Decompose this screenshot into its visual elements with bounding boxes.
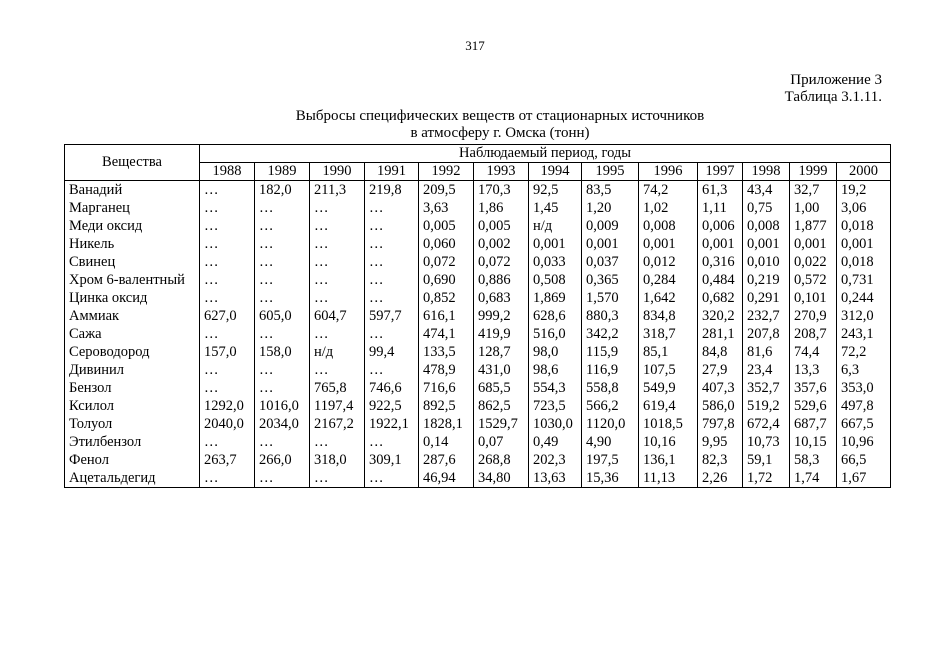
value-cell: 605,0	[255, 307, 310, 325]
value-cell: 287,6	[419, 451, 474, 469]
table-row	[65, 415, 891, 433]
table-row	[65, 217, 891, 235]
value-cell: 0,886	[474, 271, 529, 289]
substance-name: Бензол	[65, 379, 200, 397]
value-cell: 34,80	[474, 469, 529, 488]
value-cell: 1292,0	[200, 397, 255, 415]
value-cell: 0,291	[743, 289, 790, 307]
value-cell: 0,022	[790, 253, 837, 271]
value-cell: …	[365, 217, 419, 235]
value-cell: 74,4	[790, 343, 837, 361]
value-cell: …	[365, 271, 419, 289]
value-cell: 342,2	[582, 325, 639, 343]
table-row	[65, 253, 891, 271]
table-row	[65, 343, 891, 361]
value-cell: 0,219	[743, 271, 790, 289]
year-header: 1992	[419, 163, 474, 181]
period-header: Наблюдаемый период, годы	[200, 145, 891, 163]
value-cell: 797,8	[698, 415, 743, 433]
value-cell: 723,5	[529, 397, 582, 415]
value-cell: …	[310, 271, 365, 289]
value-cell: …	[365, 235, 419, 253]
value-cell: 516,0	[529, 325, 582, 343]
value-cell: 627,0	[200, 307, 255, 325]
value-cell: 0,010	[743, 253, 790, 271]
value-cell: 98,0	[529, 343, 582, 361]
value-cell: …	[200, 271, 255, 289]
value-cell: 1197,4	[310, 397, 365, 415]
value-cell: 92,5	[529, 181, 582, 200]
value-cell: 0,484	[698, 271, 743, 289]
value-cell: 0,060	[419, 235, 474, 253]
value-cell: 474,1	[419, 325, 474, 343]
value-cell: 13,63	[529, 469, 582, 488]
value-cell: 0,690	[419, 271, 474, 289]
substance-name: Свинец	[65, 253, 200, 271]
value-cell: 1030,0	[529, 415, 582, 433]
substance-name: Аммиак	[65, 307, 200, 325]
value-cell: …	[310, 361, 365, 379]
substance-name: Этилбензол	[65, 433, 200, 451]
value-cell: …	[255, 199, 310, 217]
value-cell: 1,570	[582, 289, 639, 307]
value-cell: 0,001	[698, 235, 743, 253]
value-cell: 318,0	[310, 451, 365, 469]
value-cell: 263,7	[200, 451, 255, 469]
value-cell: 558,8	[582, 379, 639, 397]
value-cell: …	[310, 217, 365, 235]
year-header: 1998	[743, 163, 790, 181]
value-cell: 586,0	[698, 397, 743, 415]
value-cell: …	[200, 253, 255, 271]
value-cell: 133,5	[419, 343, 474, 361]
substance-name: Меди оксид	[65, 217, 200, 235]
value-cell: 11,13	[639, 469, 698, 488]
value-cell: 83,5	[582, 181, 639, 200]
year-header: 1991	[365, 163, 419, 181]
substance-name: Фенол	[65, 451, 200, 469]
value-cell: 0,012	[639, 253, 698, 271]
value-cell: 667,5	[837, 415, 891, 433]
value-cell: 0,101	[790, 289, 837, 307]
value-cell: 81,6	[743, 343, 790, 361]
value-cell: 746,6	[365, 379, 419, 397]
table-row	[65, 271, 891, 289]
value-cell: 99,4	[365, 343, 419, 361]
value-cell: …	[365, 361, 419, 379]
value-cell: 158,0	[255, 343, 310, 361]
table-row	[65, 361, 891, 379]
value-cell: 312,0	[837, 307, 891, 325]
table-row	[65, 397, 891, 415]
value-cell: …	[365, 253, 419, 271]
caption-line-1: Выбросы специфических веществ от стационарных источников	[295, 108, 705, 124]
value-cell: 0,072	[419, 253, 474, 271]
value-cell: 10,15	[790, 433, 837, 451]
value-cell: …	[200, 325, 255, 343]
header-row	[65, 145, 891, 163]
value-cell: 0,018	[837, 217, 891, 235]
value-cell: …	[200, 469, 255, 488]
value-cell: 46,94	[419, 469, 474, 488]
value-cell: 115,9	[582, 343, 639, 361]
value-cell: 880,3	[582, 307, 639, 325]
value-cell: 209,5	[419, 181, 474, 200]
value-cell: 281,1	[698, 325, 743, 343]
value-cell: 0,033	[529, 253, 582, 271]
value-cell: 716,6	[419, 379, 474, 397]
value-cell: 0,316	[698, 253, 743, 271]
value-cell: 0,001	[790, 235, 837, 253]
value-cell: 0,365	[582, 271, 639, 289]
value-cell: 1,74	[790, 469, 837, 488]
value-cell: 19,2	[837, 181, 891, 200]
value-cell: 0,008	[743, 217, 790, 235]
substance-name: Хром 6-валентный	[65, 271, 200, 289]
value-cell: 0,244	[837, 289, 891, 307]
value-cell: 2040,0	[200, 415, 255, 433]
value-cell: 157,0	[200, 343, 255, 361]
table-row	[65, 379, 891, 397]
value-cell: 1922,1	[365, 415, 419, 433]
value-cell: 1,11	[698, 199, 743, 217]
value-cell: 407,3	[698, 379, 743, 397]
value-cell: 497,8	[837, 397, 891, 415]
year-header: 1994	[529, 163, 582, 181]
value-cell: 566,2	[582, 397, 639, 415]
value-cell: 243,1	[837, 325, 891, 343]
value-cell: …	[255, 217, 310, 235]
value-cell: 74,2	[639, 181, 698, 200]
appendix-line: Приложение 3	[790, 72, 882, 88]
value-cell: 98,6	[529, 361, 582, 379]
value-cell: 1,877	[790, 217, 837, 235]
table-body	[65, 181, 891, 488]
value-cell: 687,7	[790, 415, 837, 433]
table-row	[65, 199, 891, 217]
substance-name: Сажа	[65, 325, 200, 343]
value-cell: 202,3	[529, 451, 582, 469]
value-cell: …	[255, 325, 310, 343]
value-cell: 999,2	[474, 307, 529, 325]
value-cell: 208,7	[790, 325, 837, 343]
substance-name: Сероводород	[65, 343, 200, 361]
value-cell: 3,06	[837, 199, 891, 217]
table-number: Таблица 3.1.11.	[784, 89, 882, 105]
value-cell: 765,8	[310, 379, 365, 397]
value-cell: …	[365, 199, 419, 217]
value-cell: 182,0	[255, 181, 310, 200]
value-cell: 207,8	[743, 325, 790, 343]
year-header: 2000	[837, 163, 891, 181]
value-cell: 1,869	[529, 289, 582, 307]
value-cell: 352,7	[743, 379, 790, 397]
value-cell: 266,0	[255, 451, 310, 469]
table-row	[65, 451, 891, 469]
value-cell: 685,5	[474, 379, 529, 397]
value-cell: н/д	[310, 343, 365, 361]
value-cell: 197,5	[582, 451, 639, 469]
value-cell: 270,9	[790, 307, 837, 325]
value-cell: 0,75	[743, 199, 790, 217]
value-cell: …	[310, 253, 365, 271]
value-cell: 15,36	[582, 469, 639, 488]
substance-name: Ацетальдегид	[65, 469, 200, 488]
value-cell: 431,0	[474, 361, 529, 379]
substance-name: Никель	[65, 235, 200, 253]
value-cell: …	[365, 433, 419, 451]
value-cell: 519,2	[743, 397, 790, 415]
value-cell: 0,852	[419, 289, 474, 307]
value-cell: …	[200, 433, 255, 451]
value-cell: 549,9	[639, 379, 698, 397]
year-header: 1988	[200, 163, 255, 181]
substance-name: Дивинил	[65, 361, 200, 379]
value-cell: 59,1	[743, 451, 790, 469]
value-cell: …	[310, 433, 365, 451]
value-cell: …	[310, 325, 365, 343]
value-cell: 862,5	[474, 397, 529, 415]
value-cell: …	[310, 289, 365, 307]
value-cell: 0,009	[582, 217, 639, 235]
value-cell: 3,63	[419, 199, 474, 217]
value-cell: …	[200, 235, 255, 253]
value-cell: 66,5	[837, 451, 891, 469]
value-cell: 9,95	[698, 433, 743, 451]
value-cell: …	[255, 379, 310, 397]
value-cell: 318,7	[639, 325, 698, 343]
value-cell: …	[255, 433, 310, 451]
value-cell: 419,9	[474, 325, 529, 343]
value-cell: 219,8	[365, 181, 419, 200]
value-cell: 82,3	[698, 451, 743, 469]
value-cell: 27,9	[698, 361, 743, 379]
value-cell: 0,14	[419, 433, 474, 451]
value-cell: 604,7	[310, 307, 365, 325]
value-cell: 357,6	[790, 379, 837, 397]
value-cell: 554,3	[529, 379, 582, 397]
year-header: 1993	[474, 163, 529, 181]
value-cell: 1,00	[790, 199, 837, 217]
value-cell: 10,16	[639, 433, 698, 451]
substance-name: Ванадий	[65, 181, 200, 200]
value-cell: …	[255, 271, 310, 289]
value-cell: 0,001	[582, 235, 639, 253]
value-cell: 128,7	[474, 343, 529, 361]
table-row	[65, 289, 891, 307]
value-cell: 6,3	[837, 361, 891, 379]
value-cell: 0,005	[419, 217, 474, 235]
value-cell: …	[365, 325, 419, 343]
value-cell: 834,8	[639, 307, 698, 325]
value-cell: …	[200, 289, 255, 307]
value-cell: 85,1	[639, 343, 698, 361]
value-cell: …	[200, 181, 255, 200]
value-cell: 672,4	[743, 415, 790, 433]
value-cell: 2,26	[698, 469, 743, 488]
value-cell: …	[255, 235, 310, 253]
year-header: 1990	[310, 163, 365, 181]
table-caption	[240, 108, 760, 142]
value-cell: 309,1	[365, 451, 419, 469]
value-cell: 0,731	[837, 271, 891, 289]
value-cell: 43,4	[743, 181, 790, 200]
value-cell: 922,5	[365, 397, 419, 415]
value-cell: 1,45	[529, 199, 582, 217]
value-cell: 1120,0	[582, 415, 639, 433]
value-cell: 0,072	[474, 253, 529, 271]
value-cell: 0,001	[529, 235, 582, 253]
value-cell: …	[310, 235, 365, 253]
value-cell: …	[255, 289, 310, 307]
value-cell: 0,572	[790, 271, 837, 289]
year-header: 1995	[582, 163, 639, 181]
value-cell: 0,284	[639, 271, 698, 289]
value-cell: …	[255, 469, 310, 488]
substance-name: Толуол	[65, 415, 200, 433]
table-row	[65, 181, 891, 200]
value-cell: 4,90	[582, 433, 639, 451]
value-cell: 13,3	[790, 361, 837, 379]
value-cell: …	[255, 253, 310, 271]
substance-column-header: Вещества	[65, 145, 200, 181]
value-cell: 10,73	[743, 433, 790, 451]
value-cell: 0,001	[639, 235, 698, 253]
table-row	[65, 235, 891, 253]
value-cell: 0,001	[837, 235, 891, 253]
year-header: 1996	[639, 163, 698, 181]
value-cell: 628,6	[529, 307, 582, 325]
table-row	[65, 307, 891, 325]
value-cell: 1,20	[582, 199, 639, 217]
value-cell: 84,8	[698, 343, 743, 361]
value-cell: 0,49	[529, 433, 582, 451]
value-cell: 1,86	[474, 199, 529, 217]
value-cell: 1,02	[639, 199, 698, 217]
caption-line-2: в атмосферу г. Омска (тонн)	[410, 125, 590, 141]
value-cell: 116,9	[582, 361, 639, 379]
value-cell: 0,001	[743, 235, 790, 253]
value-cell: …	[310, 469, 365, 488]
substance-name: Марганец	[65, 199, 200, 217]
value-cell: 353,0	[837, 379, 891, 397]
value-cell: 2034,0	[255, 415, 310, 433]
value-cell: 58,3	[790, 451, 837, 469]
value-cell: …	[365, 289, 419, 307]
value-cell: 320,2	[698, 307, 743, 325]
substance-name: Ксилол	[65, 397, 200, 415]
value-cell: н/д	[529, 217, 582, 235]
value-cell: 61,3	[698, 181, 743, 200]
value-cell: 232,7	[743, 307, 790, 325]
value-cell: 32,7	[790, 181, 837, 200]
year-header: 1997	[698, 163, 743, 181]
value-cell: 1,67	[837, 469, 891, 488]
value-cell: 23,4	[743, 361, 790, 379]
value-cell: 72,2	[837, 343, 891, 361]
value-cell: 619,4	[639, 397, 698, 415]
value-cell: 0,008	[639, 217, 698, 235]
value-cell: 597,7	[365, 307, 419, 325]
year-header: 1989	[255, 163, 310, 181]
value-cell: 1016,0	[255, 397, 310, 415]
value-cell: 211,3	[310, 181, 365, 200]
table-row	[65, 325, 891, 343]
value-cell: 0,508	[529, 271, 582, 289]
value-cell: 478,9	[419, 361, 474, 379]
value-cell: 0,037	[582, 253, 639, 271]
value-cell: …	[255, 361, 310, 379]
substance-name: Цинка оксид	[65, 289, 200, 307]
value-cell: 0,683	[474, 289, 529, 307]
appendix-label	[785, 72, 882, 106]
page-number: 317	[465, 38, 485, 53]
value-cell: …	[200, 361, 255, 379]
value-cell: 0,682	[698, 289, 743, 307]
value-cell: 107,5	[639, 361, 698, 379]
emissions-table	[64, 144, 891, 488]
table-row	[65, 469, 891, 488]
value-cell: 1828,1	[419, 415, 474, 433]
value-cell: …	[310, 199, 365, 217]
value-cell: …	[200, 199, 255, 217]
value-cell: …	[365, 469, 419, 488]
table-row	[65, 433, 891, 451]
value-cell: 892,5	[419, 397, 474, 415]
year-header: 1999	[790, 163, 837, 181]
value-cell: 0,018	[837, 253, 891, 271]
value-cell: …	[200, 379, 255, 397]
value-cell: 2167,2	[310, 415, 365, 433]
value-cell: 170,3	[474, 181, 529, 200]
value-cell: 0,002	[474, 235, 529, 253]
value-cell: 1,72	[743, 469, 790, 488]
value-cell: 10,96	[837, 433, 891, 451]
value-cell: 529,6	[790, 397, 837, 415]
value-cell: 616,1	[419, 307, 474, 325]
value-cell: 1529,7	[474, 415, 529, 433]
value-cell: 0,005	[474, 217, 529, 235]
value-cell: 1,642	[639, 289, 698, 307]
value-cell: 0,006	[698, 217, 743, 235]
value-cell: 136,1	[639, 451, 698, 469]
value-cell: 1018,5	[639, 415, 698, 433]
value-cell: 268,8	[474, 451, 529, 469]
value-cell: 0,07	[474, 433, 529, 451]
value-cell: …	[200, 217, 255, 235]
